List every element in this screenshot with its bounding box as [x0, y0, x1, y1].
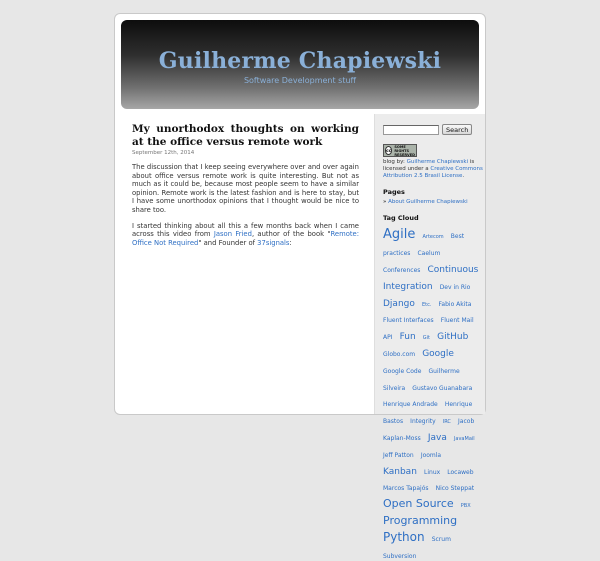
tag-link[interactable]: JavaMail	[453, 435, 475, 442]
page-link-about[interactable]: About Guilherme Chapiewski	[388, 199, 468, 206]
tag-link[interactable]: Fluent Mail API	[383, 317, 474, 342]
tag-link[interactable]: Kanban	[383, 466, 417, 477]
tag-link[interactable]: PBX	[460, 503, 471, 510]
tag-link[interactable]: Java	[427, 432, 447, 443]
pages-heading: Pages	[383, 188, 405, 197]
tag-link[interactable]: Henrique Bastos	[383, 401, 473, 426]
post-text: " and Founder of	[198, 238, 258, 247]
cc-icon: cc	[385, 146, 392, 155]
blog-title-link[interactable]: Guilherme Chapiewski	[158, 48, 442, 74]
tag-link[interactable]: Google Code	[383, 367, 422, 375]
tag-link[interactable]: Etc.	[421, 301, 432, 308]
tag-link[interactable]: Python	[383, 529, 425, 544]
license-suffix: .	[462, 172, 465, 179]
tag-link[interactable]: Marcos Tapajós	[383, 485, 429, 493]
tag-link[interactable]: Django	[383, 298, 415, 309]
book-link[interactable]: Remote: Office Not Required	[132, 230, 359, 247]
tag-link[interactable]: Caelum	[417, 250, 441, 258]
bullet-icon: »	[383, 199, 387, 206]
cc-badge-text: SOME RIGHTS RESERVED	[394, 144, 416, 157]
tag-link[interactable]: Locaweb	[447, 468, 474, 476]
tag-link[interactable]: Guilherme Silveira	[383, 367, 460, 392]
search-form	[383, 124, 485, 135]
pages-list	[383, 199, 485, 205]
post-title-link[interactable]: My unorthodox thoughts on working at the office versus remote work	[132, 123, 359, 148]
tag-link[interactable]: Globo.com	[383, 350, 416, 358]
tag-link[interactable]: Jacob Kaplan-Moss	[383, 418, 475, 442]
tag-link[interactable]: Jeff Patton	[383, 451, 414, 459]
license-text	[383, 159, 483, 179]
post-text: :	[289, 238, 292, 247]
tag-link[interactable]: Subversion	[383, 552, 417, 560]
tag-link[interactable]: Gustavo Guanabara	[412, 384, 473, 392]
tag-cloud	[383, 225, 481, 561]
tag-link[interactable]: Integrity	[410, 418, 436, 426]
tag-link[interactable]: Best practices	[383, 233, 465, 258]
sidebar	[374, 114, 485, 560]
license-prefix: blog by:	[383, 159, 407, 165]
license-author-link[interactable]: Guilherme Chapiewski	[406, 159, 469, 165]
author-link[interactable]: Jason Fried	[213, 230, 252, 239]
post-paragraph-2	[132, 222, 359, 248]
post-paragraph-1: The discussion that I keep seeing everywhere over and over again about office versus remote work is quite interesting. But not as much as it could be, because most people seem to have a similar opinion. Remote work is the latest fashion and is here to stay, but I have some unorthodox opinions that I thought would be nice to share too.	[132, 163, 359, 214]
page-container	[114, 13, 486, 560]
tag-link[interactable]: Fluent Interfaces	[383, 317, 434, 325]
license-middle: is licensed under a	[383, 159, 475, 172]
tag-link[interactable]: Open Source	[383, 497, 454, 511]
license-link[interactable]: Creative Commons Attribution 2.5 Brasil License	[383, 165, 483, 179]
pages-list-item	[383, 199, 485, 205]
blog-header	[121, 20, 479, 109]
post-content	[132, 123, 359, 247]
tag-link[interactable]: Dev in Rio	[439, 283, 471, 291]
post-text: I started thinking about all this a few months back when I came across this video from	[132, 221, 359, 239]
tag-link[interactable]: Continuous Integration	[383, 264, 479, 292]
tag-link[interactable]: Programming	[383, 513, 458, 527]
tag-link[interactable]: Linux	[424, 468, 441, 476]
tag-link[interactable]: GitHub	[437, 332, 469, 343]
tag-link[interactable]: Joomla	[420, 451, 442, 459]
tag-link[interactable]: Git	[422, 335, 431, 342]
blog-description: Software Development stuff	[243, 76, 357, 85]
company-link[interactable]: 37signals	[257, 238, 290, 247]
tag-link[interactable]: Conferences	[383, 266, 421, 274]
tag-link[interactable]: Scrum	[431, 535, 451, 543]
search-input[interactable]	[383, 125, 439, 135]
tag-link[interactable]: Fabio Akita	[438, 300, 472, 308]
tag-link[interactable]: Artecom	[422, 234, 444, 241]
tag-link[interactable]: IRC	[442, 419, 451, 426]
tag-link[interactable]: Google	[422, 348, 454, 359]
tag-link[interactable]: Henrique Andrade	[383, 401, 438, 409]
tag-link[interactable]: Agile	[383, 227, 416, 243]
post-text: , author of the book "	[251, 230, 331, 239]
tag-cloud-heading: Tag Cloud	[383, 214, 419, 223]
tag-link[interactable]: Nico Steppat	[435, 485, 475, 493]
creative-commons-badge[interactable]	[383, 144, 417, 157]
tag-link[interactable]: Fun	[399, 332, 416, 343]
search-button[interactable]: Search	[442, 124, 472, 135]
post-date: September 12th, 2014	[132, 150, 195, 156]
